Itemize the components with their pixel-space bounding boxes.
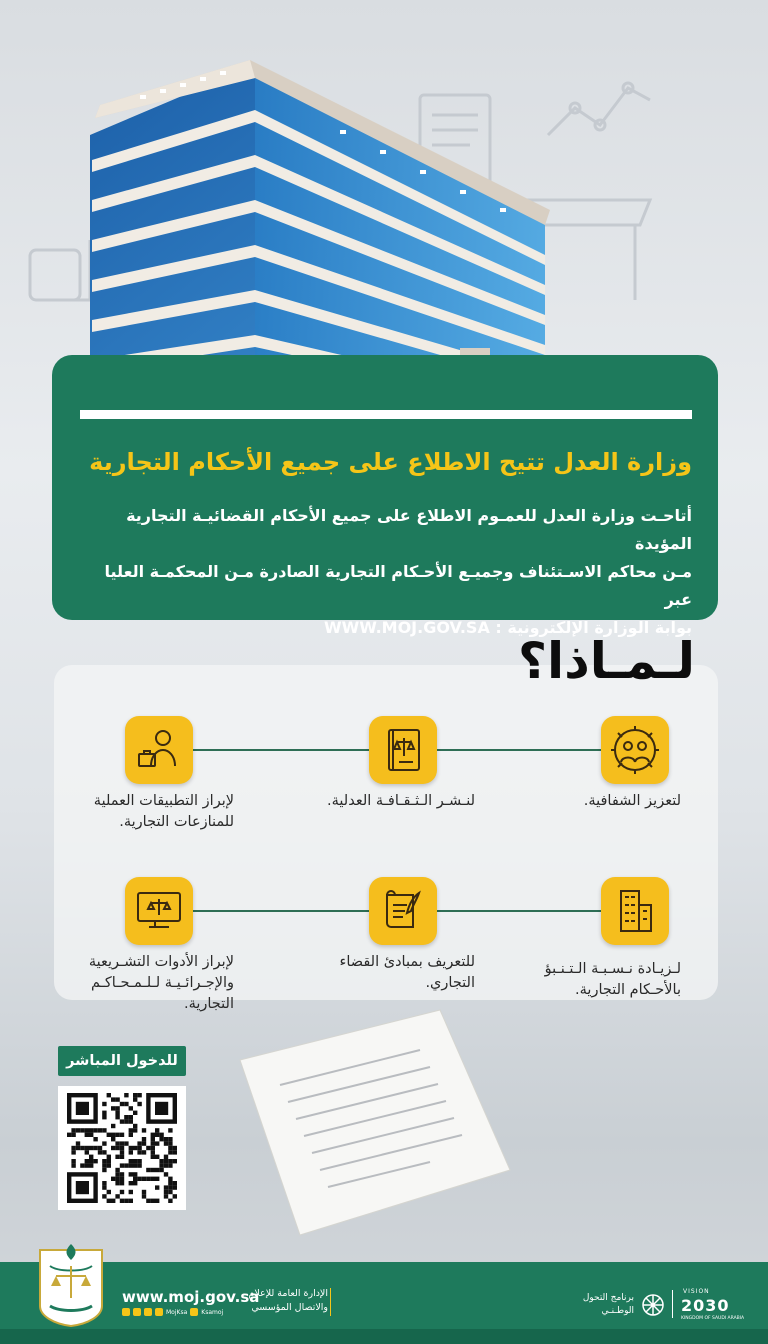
program-logo-icon xyxy=(640,1292,666,1318)
law-book-icon xyxy=(369,716,437,784)
program-line: الوطـنـي xyxy=(601,1306,634,1316)
department-line: الإدارة العامة للإعلام xyxy=(248,1288,328,1299)
instagram-icon[interactable] xyxy=(133,1308,141,1316)
connector-line xyxy=(437,910,601,912)
office-building-icon xyxy=(601,877,669,945)
info-card-divider xyxy=(80,410,692,419)
program-line: برنامج التحول xyxy=(582,1293,634,1303)
vision-year: 2030 xyxy=(681,1296,730,1315)
department-line: والاتصال المؤسسي xyxy=(251,1302,328,1313)
vision-subtitle: KINGDOM OF SAUDI ARABIA xyxy=(681,1316,745,1321)
gear-people-icon xyxy=(601,716,669,784)
footer-website[interactable]: www.moj.gov.sa xyxy=(122,1288,260,1306)
social-links xyxy=(122,1308,223,1316)
why-item-label: لتعزيز الشفافية. xyxy=(583,793,681,809)
why-item-label: لـزيـادة نـسـبـة الـتـنـبؤ بالأحـكام التجارية. xyxy=(544,961,681,998)
info-body-line: مـن محاكم الاسـتئناف وجميـع الأحـكام التجارية الصادرة مـن المحكمـة العليا عبر xyxy=(104,562,692,609)
why-item-label: لإبراز التطبيقات العملية للمنازعات التجارية. xyxy=(93,793,234,830)
linkedin-icon[interactable] xyxy=(155,1308,163,1316)
connector-line xyxy=(437,749,601,751)
monitor-scales-icon xyxy=(125,877,193,945)
why-item-label: لنـشـر الـثـقـافـة العدلية. xyxy=(327,793,475,809)
social-handle: Ksamoj xyxy=(201,1308,224,1316)
qr-code[interactable] xyxy=(58,1086,186,1210)
info-title: وزارة العدل تتيح الاطلاع على جميع الأحكام التجارية xyxy=(89,448,692,476)
social-handle: MojKsa xyxy=(166,1308,188,1316)
connector-line xyxy=(193,749,369,751)
businessman-icon xyxy=(125,716,193,784)
why-item-label: لإبراز الأدوات التشـريعية والإجـرائـيـة لـلـمـحـاكـم التجارية. xyxy=(88,954,234,1012)
direct-access-label: للدخول المباشر xyxy=(58,1046,186,1076)
connector-line xyxy=(193,910,369,912)
vision-label: VISION xyxy=(683,1288,710,1295)
why-item-label: للتعريف بمبادئ القضاء التجاري. xyxy=(339,954,475,991)
qr-code-pattern xyxy=(67,1093,177,1203)
national-transformation-program xyxy=(578,1292,634,1318)
scroll-quill-icon xyxy=(369,877,437,945)
why-title: لـمـاذا؟ xyxy=(517,632,695,690)
info-body xyxy=(80,502,692,642)
document-illustration xyxy=(230,1000,520,1240)
footer-separator xyxy=(672,1290,673,1318)
twitter-icon[interactable] xyxy=(122,1308,130,1316)
info-body-line: أتاحـت وزارة العدل للعمـوم الاطلاع على جميع الأحكام القضائيـة التجارية المؤيدة xyxy=(126,506,692,553)
department-name xyxy=(232,1287,328,1315)
youtube-icon[interactable] xyxy=(190,1308,198,1316)
footer-strip xyxy=(0,1329,768,1344)
ministry-emblem-logo xyxy=(36,1236,106,1328)
footer-separator xyxy=(330,1288,331,1316)
info-body-line: بوابة الوزارة الإلكترونية : WWW.MOJ.GOV.SA xyxy=(323,618,692,637)
snapchat-icon[interactable] xyxy=(144,1308,152,1316)
